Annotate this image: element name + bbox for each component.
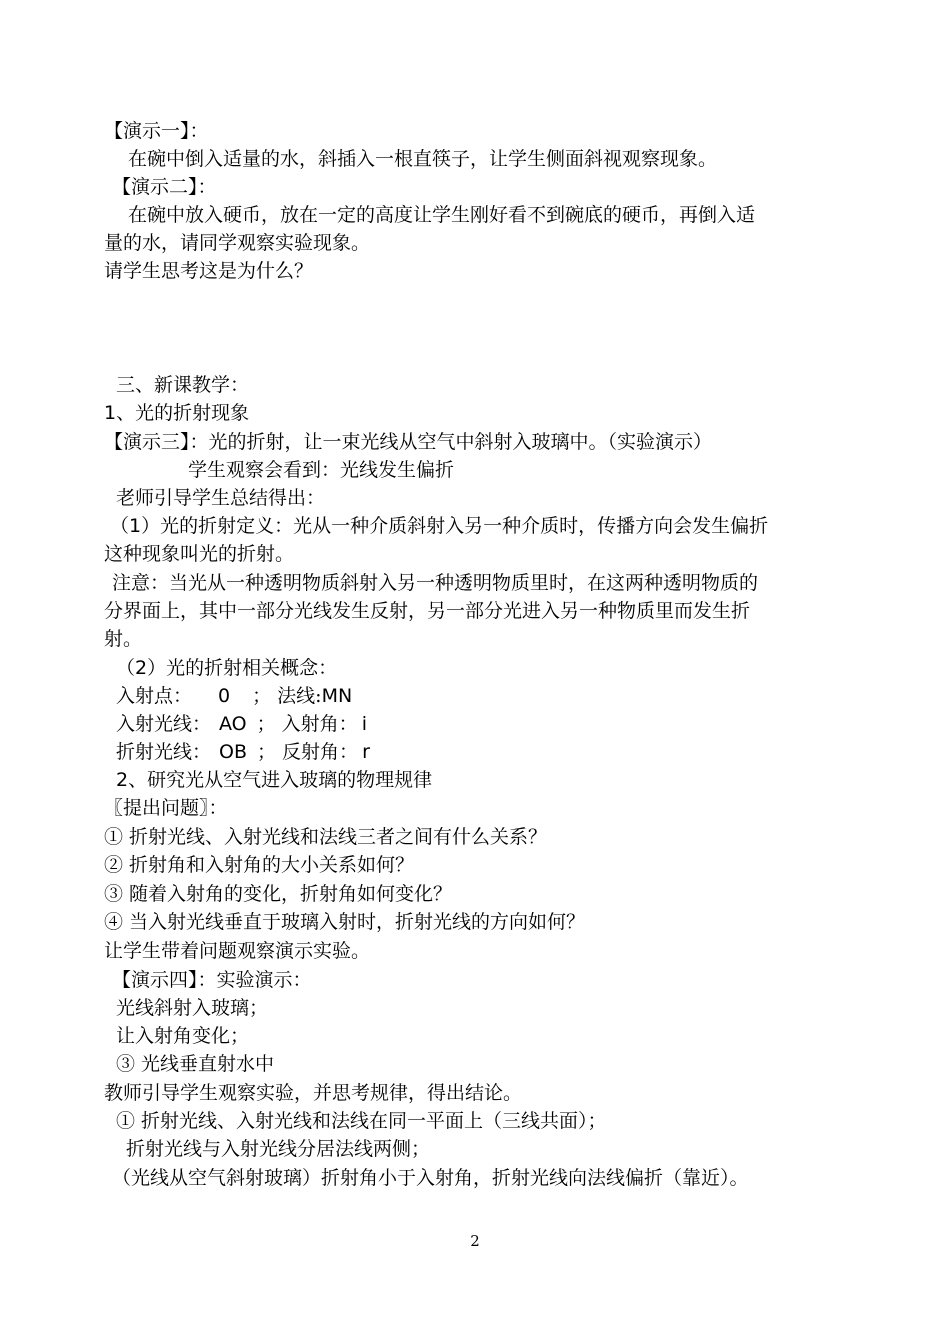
subsection-2-heading (116, 766, 432, 794)
refracted-ray-value: OB (219, 741, 248, 763)
note-line-1: 注意：当光从一种透明物质斜射入另一种透明物质里时，在这两种透明物质的 (112, 572, 759, 594)
normal-value: MN (321, 685, 353, 707)
demo-4-heading: 【演示四】：实验演示： (112, 969, 312, 991)
conclusion-3: （光线从空气斜射玻璃）折射角小于入射角，折射光线向法线偏折（靠近）。 (112, 1167, 749, 1189)
item-1-marker: （1） (110, 515, 161, 537)
reflection-angle-label: ； 反射角： (257, 741, 359, 763)
subsection-1-title: 、光的折射现象 (116, 402, 250, 424)
note-line-3: 射。 (104, 628, 143, 650)
demo-1-text: 在碗中倒入适量的水，斜插入一根直筷子，让学生侧面斜视观察现象。 (128, 148, 718, 170)
subsection-1-number: 1 (104, 402, 117, 424)
incident-ray-label: 入射光线： (116, 713, 212, 735)
item-2-marker: （2） (116, 657, 167, 679)
demo-4-step-3: ③ 光线垂直射水中 (116, 1053, 275, 1075)
teacher-guide: 教师引导学生观察实验，并思考规律，得出结论。 (104, 1082, 523, 1104)
incident-angle-value: i (361, 713, 367, 735)
concept-row-3 (116, 738, 370, 766)
conclusion-2: 折射光线与入射光线分居法线两侧； (126, 1138, 431, 1160)
page-number: 2 (470, 1232, 480, 1250)
demo-4-step-2: 让入射角变化； (116, 1025, 250, 1047)
question-3: ③ 随着入射角的变化，折射角如何变化？ (104, 883, 453, 905)
question-2: ② 折射角和入射角的大小关系如何？ (104, 854, 415, 876)
demo-2-text-1: 在碗中放入硬币，放在一定的高度让学生刚好看不到碗底的硬币，再倒入适 (128, 204, 756, 226)
definition-line-1 (110, 512, 768, 540)
refracted-ray-label: 折射光线： (116, 741, 212, 763)
section-3-heading: 三、新课教学： (116, 374, 250, 396)
incidence-point-label: 入射点： (116, 685, 193, 707)
normal-label: ； 法线: (252, 685, 322, 707)
subsection-2-number: 2 (116, 769, 129, 791)
demo-3-observation: 学生观察会看到：光线发生偏折 (188, 459, 455, 481)
incident-ray-value: AO (219, 713, 247, 735)
definition-text: 光的折射定义：光从一种介质斜射入另一种介质时，传播方向会发生偏折 (160, 515, 769, 537)
demo-2-heading: 【演示二】： (112, 176, 217, 198)
question-4: ④ 当入射光线垂直于玻璃入射时，折射光线的方向如何？ (104, 911, 586, 933)
definition-line-2: 这种现象叫光的折射。 (104, 543, 295, 565)
note-line-2: 分界面上，其中一部分光线发生反射，另一部分光进入另一种物质里而发生折 (104, 600, 751, 622)
question-1: ① 折射光线、入射光线和法线三者之间有什么关系？ (104, 826, 548, 848)
concepts-title: 光的折射相关概念： (166, 657, 338, 679)
demo-1-heading: 【演示一】： (104, 120, 209, 142)
teacher-summary: 老师引导学生总结得出： (116, 487, 326, 509)
subsection-1-heading (104, 399, 249, 427)
raise-question-heading: 〖提出问题〗： (104, 797, 228, 819)
subsection-2-title: 、研究光从空气进入玻璃的物理规律 (128, 769, 433, 791)
concept-row-2 (116, 710, 367, 738)
demo-3-text: 【演示三】：光的折射，让一束光线从空气中斜射入玻璃中。（实验演示） (104, 431, 713, 453)
reflection-angle-value: r (362, 741, 370, 763)
concepts-heading (116, 654, 337, 682)
observe-instruction: 让学生带着问题观察演示实验。 (104, 940, 371, 962)
demo-4-step-1: 光线斜射入玻璃； (116, 997, 269, 1019)
question-text: 请学生思考这是为什么？ (104, 260, 314, 282)
demo-2-text-2: 量的水，请同学观察实验现象。 (104, 232, 371, 254)
conclusion-1: ① 折射光线、入射光线和法线在同一平面上（三线共面）； (116, 1110, 607, 1132)
concept-row-1 (116, 682, 352, 710)
incident-angle-label: ； 入射角： (256, 713, 358, 735)
incidence-point-value: 0 (218, 685, 231, 707)
